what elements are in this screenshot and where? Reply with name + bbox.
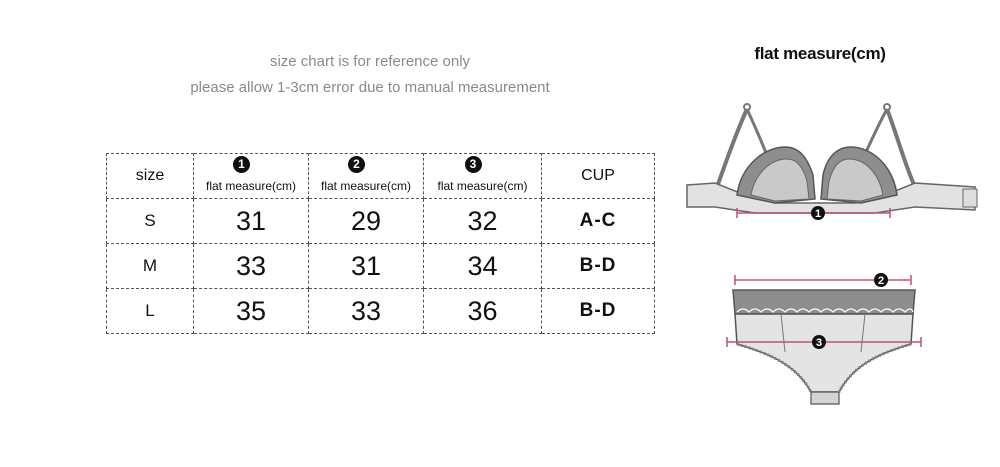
error-note: please allow 1-3cm error due to manual measurement [190, 79, 550, 96]
measure-2-badge: 2 [348, 156, 365, 173]
measure-1-badge: 1 [233, 156, 250, 173]
diagram-title: flat measure(cm) [754, 44, 886, 63]
bra-marker-number: 1 [814, 208, 822, 220]
row-cup: A-C [542, 199, 655, 244]
header-measure-3-label: flat measure(cm) [437, 179, 528, 193]
table-row [107, 199, 655, 244]
row-measure-3: 36 [424, 289, 542, 334]
row-measure-2: 29 [309, 199, 424, 244]
row-measure-2: 33 [309, 289, 424, 334]
bra-diagram [675, 95, 995, 235]
table-row [107, 289, 655, 334]
row-measure-1: 35 [194, 289, 309, 334]
briefs-diagram [715, 262, 935, 412]
size-chart-table [106, 153, 655, 334]
header-measure-3 [424, 154, 542, 199]
row-measure-2: 31 [309, 244, 424, 289]
row-measure-1: 31 [194, 199, 309, 244]
header-cup: CUP [542, 154, 655, 199]
header-measure-2-label: flat measure(cm) [320, 179, 412, 193]
header-measure-1-label: flat measure(cm) [205, 179, 297, 193]
row-cup: B-D [542, 244, 655, 289]
header-measure-2 [309, 154, 424, 199]
table-header-row [107, 154, 655, 199]
row-measure-1: 33 [194, 244, 309, 289]
header-measure-1 [194, 154, 309, 199]
table-row [107, 244, 655, 289]
row-measure-3: 32 [424, 199, 542, 244]
header-size: size [107, 154, 194, 199]
row-size: S [107, 199, 194, 244]
row-cup: B-D [542, 289, 655, 334]
brief-hip-marker-number: 3 [815, 337, 823, 349]
row-size: M [107, 244, 194, 289]
brief-top-marker-number: 2 [877, 275, 885, 287]
row-size: L [107, 289, 194, 334]
measure-3-badge: 3 [465, 156, 482, 173]
reference-note: size chart is for reference only [269, 53, 471, 70]
row-measure-3: 34 [424, 244, 542, 289]
